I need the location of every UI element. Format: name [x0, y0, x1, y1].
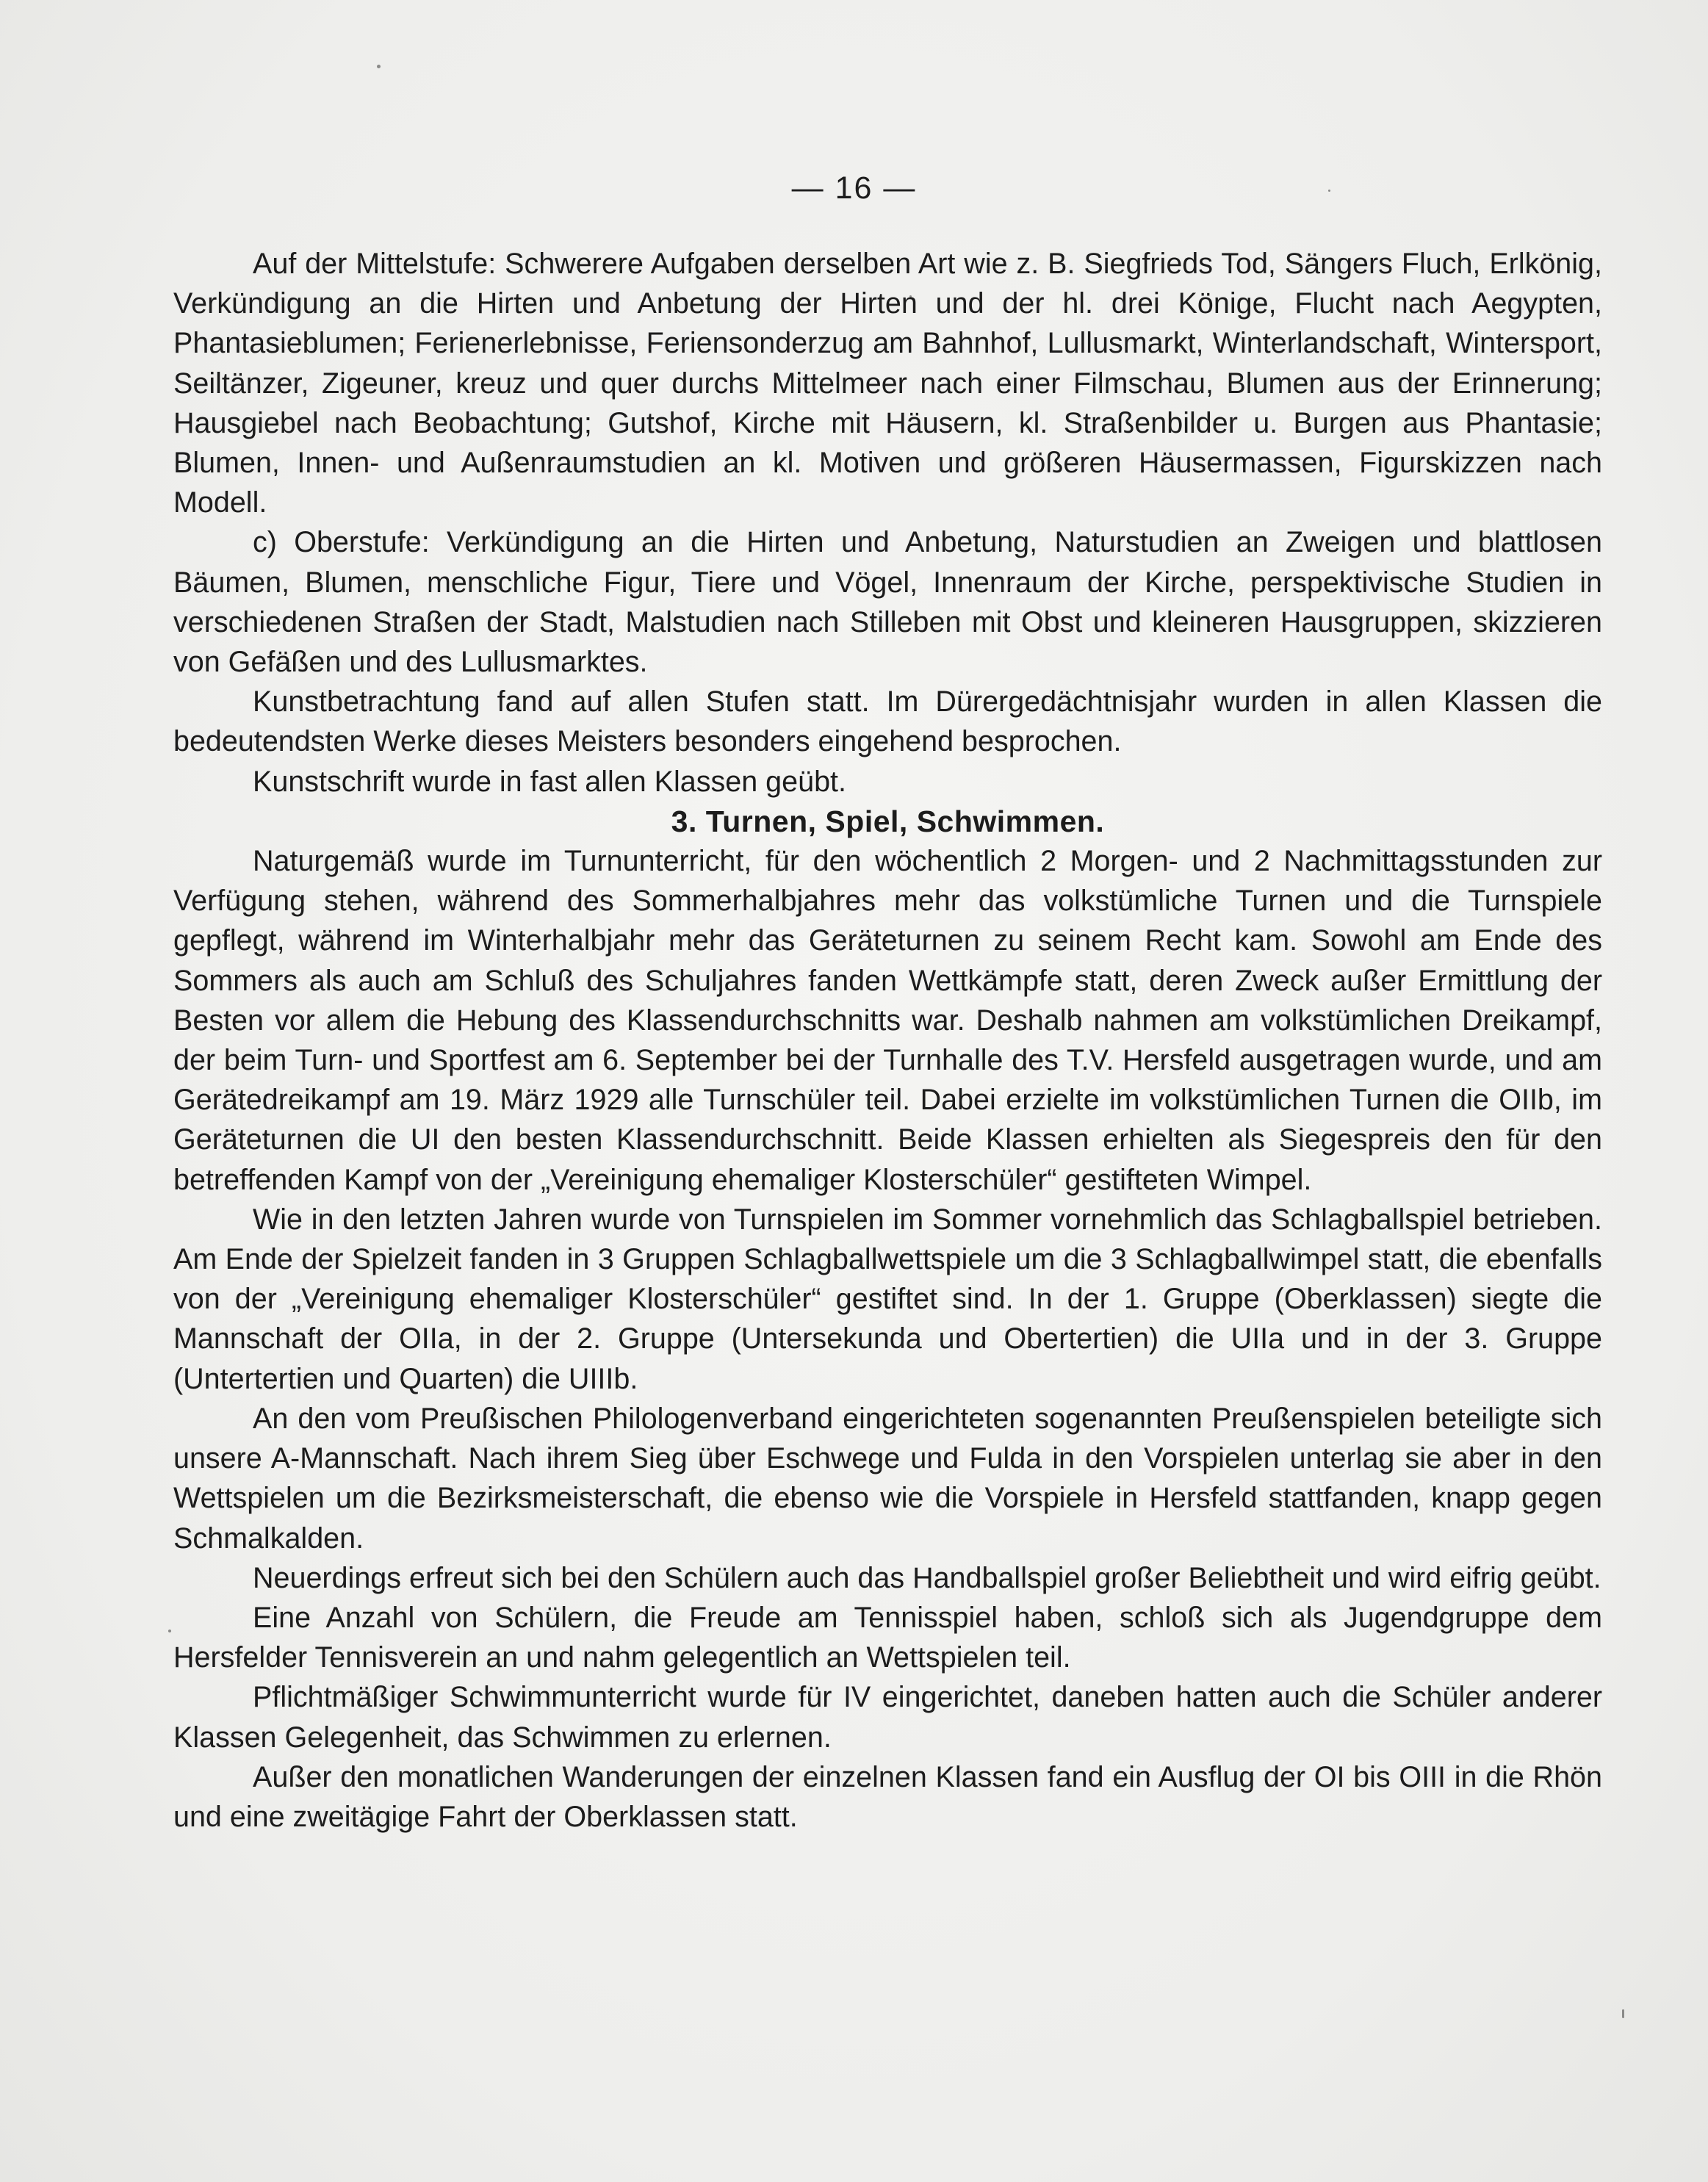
- paragraph-turnunterricht: Naturgemäß wurde im Turnunterricht, für den wöchentlich 2 Morgen- und 2 Nachmittagsstunden zur Verfügung stehen, während des Sommerhalbjahres mehr das volkstümliche Turnen und die Turnspiele gepflegt, während im Winterhalbjahr mehr das Geräteturnen zu seinem Recht kam. Sowohl am Ende des Sommers als auch am Schluß des Schuljahres fanden Wettkämpfe statt, deren Zweck außer Ermittlung der Besten vor allem die Hebung des Klassendurchschnitts war. Deshalb nahmen am volkstümlichen Dreikampf, der beim Turn- und Sportfest am 6. September bei der Turnhalle des T.V. Hersfeld ausgetragen wurde, und am Gerätedreikampf am 19. März 1929 alle Turnschüler teil. Dabei erzielte im volkstümlichen Turnen die OIIb, im Geräteturnen die UI den besten Klassendurchschnitt. Beide Klassen erhielten als Siegespreis den für den betreffenden Kampf von der „Vereinigung ehemaliger Klosterschüler“ gestifteten Wimpel.: [173, 845, 1602, 1196]
- paragraph-oberstufe: c) Oberstufe: Verkündigung an die Hirten und Anbetung, Naturstudien an Zweigen und blattlosen Bäumen, Blumen, menschliche Figur, Tiere und Vögel, Innenraum der Kirche, perspektivische Studien in verschiedenen Straßen der Stadt, Malstudien nach Stilleben mit Obst und kleineren Hausgruppen, skizzieren von Gefäßen und des Lullusmarktes.: [173, 526, 1602, 679]
- paragraph-schwimmen: Pflichtmäßiger Schwimmunterricht wurde für IV eingerichtet, daneben hatten auch die Schüler anderer Klassen Gelegenheit, das Schwimmen zu erlernen.: [173, 1681, 1602, 1754]
- paragraph-wanderungen: Außer den monatlichen Wanderungen der einzelnen Klassen fand ein Ausflug der OI bis OIII in die Rhön und eine zweitägige Fahrt der Oberklassen statt.: [173, 1760, 1602, 1833]
- page-number: — 16 —: [791, 170, 917, 206]
- paragraph-schlagball: Wie in den letzten Jahren wurde von Turnspielen im Sommer vornehmlich das Schlagballspiel betrieben. Am Ende der Spielzeit fanden in 3 Gruppen Schlagballwettspiele um die 3 Schlagballwimpel statt, die ebenfalls von der „Vereinigung ehemaliger Klosterschüler“ gestiftet sind. In der 1. Gruppe (Oberklassen) siegte die Mannschaft der OIIa, in der 2. Gruppe (Untersekunda und Obertertien) die UIIa und in der 3. Gruppe (Untertertien und Quarten) die UIIIb.: [173, 1203, 1602, 1395]
- paragraph-mittelstufe: Auf der Mittelstufe: Schwerere Aufgaben derselben Art wie z. B. Siegfrieds Tod, Sängers Fluch, Erlkönig, Verkündigung an die Hirten und Anbetung der Hirten und der hl. drei Könige, Flucht nach Aegypten, Phantasieblumen; Ferienerlebnisse, Feriensonderzug am Bahnhof, Lullusmarkt, Winterlandschaft, Wintersport, Seiltänzer, Zigeuner, kreuz und quer durchs Mittelmeer nach einer Filmschau, Blumen aus der Erinnerung; Hausgiebel nach Beobachtung; Gutshof, Kirche mit Häusern, kl. Straßenbilder u. Burgen aus Phantasie; Blumen, Innen- und Außenraumstudien an kl. Motiven und größeren Häusermassen, Figurskizzen nach Modell.: [173, 248, 1602, 519]
- scan-speck: [168, 1630, 171, 1632]
- section-heading: 3. Turnen, Spiel, Schwimmen.: [671, 804, 1105, 838]
- paragraph-handball: Neuerdings erfreut sich bei den Schülern auch das Handballspiel großer Beliebtheit und wird eifrig geübt.: [253, 1561, 1601, 1594]
- paragraph-kunstschrift: Kunstschrift wurde in fast allen Klassen geübt.: [253, 765, 846, 798]
- scan-speck: [377, 65, 381, 68]
- paragraph-kunstbetrachtung: Kunstbetrachtung fand auf allen Stufen statt. Im Dürergedächtnisjahr wurden in allen Klassen die bedeutendsten Werke dieses Meisters besonders eingehend besprochen.: [173, 685, 1602, 758]
- paragraph-preussenspiele: An den vom Preußischen Philologenverband eingerichteten sogenannten Preußenspielen beteiligte sich unsere A-Mannschaft. Nach ihrem Sieg über Eschwege und Fulda in den Vorspielen unterlag sie aber in den Wettspielen um die Bezirksmeisterschaft, die ebenso wie die Vorspiele in Hersfeld stattfanden, knapp gegen Schmalkalden.: [173, 1402, 1602, 1555]
- scan-speck: [1622, 2009, 1624, 2018]
- paragraph-tennis: Eine Anzahl von Schülern, die Freude am Tennisspiel haben, schloß sich als Jugendgruppe dem Hersfelder Tennisverein an und nahm gelegentlich an Wettspielen teil.: [173, 1601, 1602, 1674]
- body-text: [173, 244, 1602, 1837]
